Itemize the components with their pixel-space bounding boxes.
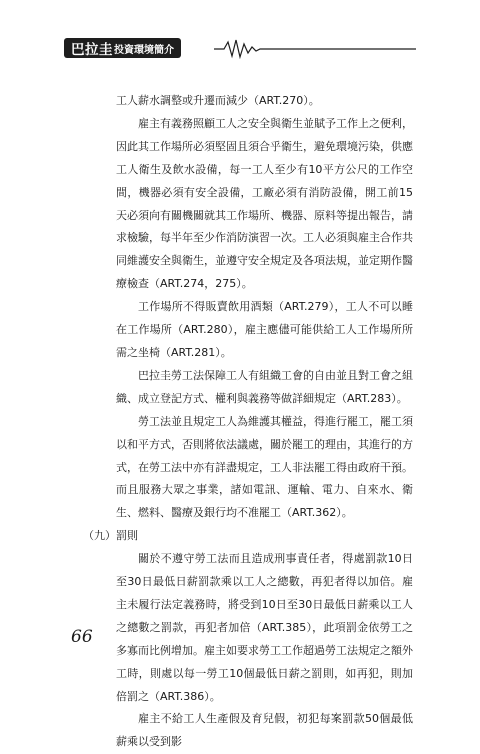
paragraph-continued: 工人薪水調整或升遷而減少（ART.270）。 [116,94,320,107]
paragraph-maternity: 雇主不給工人生產假及育兒假，初犯每案罰款50個最低薪乘以受到影 [116,712,413,749]
paragraph-strike: 勞工法並且規定工人為維護其權益，得進行罷工，罷工須以和平方式，否則將依法議處，關於罷工的理由，其進行的方式，在勞工法中亦有詳盡規定，工人非法罷工得由政府干預。而且服務大眾之事業，諸如電訊、運輸、電力、自來水、衛生、燃料、醫療及銀行均不准罷工（ART.362）。 [116,414,413,520]
page-number: 66 [71,627,93,647]
paragraph-alcohol: 工作場所不得販賣飲用酒類（ART.279），工人不可以睡在工作場所（ART.280），雇主應儘可能供給工人工作場所所需之坐椅（ART.281）。 [116,300,413,359]
paragraph-union: 巴拉圭勞工法保障工人有組織工會的自由並且對工會之組織、成立登記方式、權利與義務等做詳細規定（ART.283）。 [116,368,413,405]
section-heading-penalties: （九）罰則 [83,529,138,543]
paragraph-safety: 雇主有義務照顧工人之安全與衛生並賦予工作上之便利，因此其工作場所必須堅固且須合乎衛生，避免環境污染，供應工人衛生及飲水設備，每一工人至少有10平方公尺的工作空間，機器必須有安全設備，工廠必須有消防設備，開工前15天必須向有關機關就其工作場所、機器、原料等提出報告，請求檢驗，每半年至少作消防演習一次。工人必須與雇主合作共同維護安全與衛生，並遵守安全規定及各項法規，並定期作醫療檢查（ART.274，275）。 [116,116,413,291]
page-body [83,90,413,754]
book-title-sub: 投資環境簡介 [114,44,174,56]
heartbeat-line-ornament [64,38,424,60]
running-header [64,38,424,60]
paragraph-penalties: 關於不遵守勞工法而且造成刑事責任者，得處罰款10日至30日最低日薪罰款乘以工人之總數，再犯者得以加倍。雇主未履行法定義務時，將受到10日至30日最低日薪乘以工人之總數之罰款，再犯者加倍（ART.385），此項罰金依勞工之多寡而比例增加。雇主如要求勞工工作超過勞工法規定之額外工時，則處以每一勞工10個最低日薪之罰則，如再犯，則加倍罰之（ART.386）。 [116,552,413,703]
book-title-main: 巴拉圭 [71,42,113,58]
